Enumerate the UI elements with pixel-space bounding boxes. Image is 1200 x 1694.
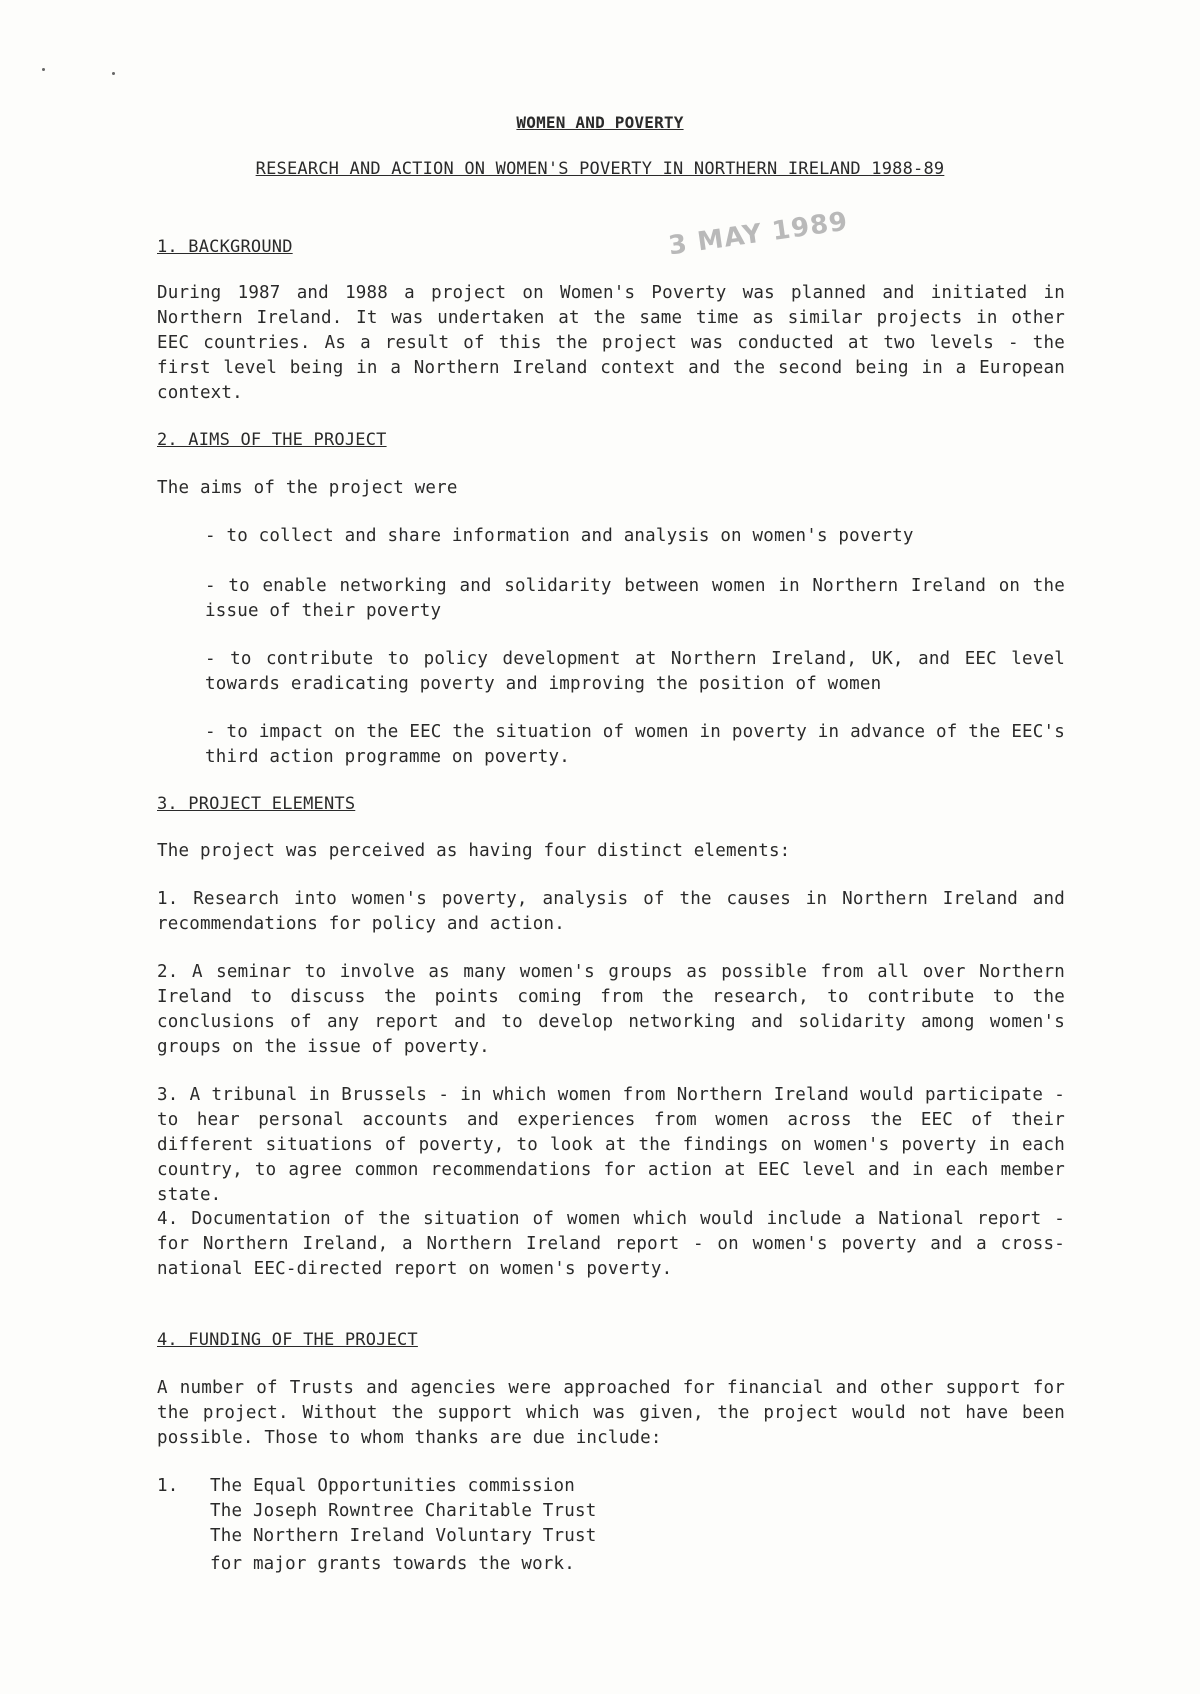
funding-list-line: The Northern Ireland Voluntary Trust <box>210 1526 597 1546</box>
funding-list-line: The Joseph Rowntree Charitable Trust <box>210 1501 597 1521</box>
aims-intro: The aims of the project were <box>157 478 458 498</box>
elements-item: 1. Research into women's poverty, analysis of the causes in Northern Ireland and recommendations for policy and action. <box>157 889 1065 934</box>
funding-paragraph: A number of Trusts and agencies were approached for financial and other support for the project. Without the support which was given, the project would not have been possible. Those to whom thanks are due include: <box>157 1378 1065 1448</box>
aims-item: - to collect and share information and analysis on women's poverty <box>205 526 914 546</box>
funding-list-line: The Equal Opportunities commission <box>210 1476 576 1496</box>
funding-list-line: for major grants towards the work. <box>210 1554 576 1574</box>
funding-list <box>210 1474 597 1577</box>
section-heading-background: 1. BACKGROUND <box>157 237 293 257</box>
section-heading-funding: 4. FUNDING OF THE PROJECT <box>157 1330 418 1350</box>
funding-list-number: 1. <box>157 1476 179 1496</box>
scan-speck <box>112 72 115 75</box>
scan-speck <box>42 68 45 71</box>
document-title: WOMEN AND POVERTY <box>516 113 684 132</box>
document-subtitle: RESEARCH AND ACTION ON WOMEN'S POVERTY IN NORTHERN IRELAND 1988-89 <box>255 159 945 179</box>
section-heading-elements: 3. PROJECT ELEMENTS <box>157 794 356 814</box>
elements-item: 2. A seminar to involve as many women's groups as possible from all over Northern Ireland to discuss the points coming from the research, to contribute to the conclusions of any report and to develop networking and solidarity among women's groups on the issue of poverty. <box>157 962 1065 1057</box>
elements-item: 4. Documentation of the situation of women which would include a National report - for Northern Ireland, a Northern Ireland report - on women's poverty and a cross-national EEC-directed report on women's poverty. <box>157 1209 1065 1279</box>
elements-intro: The project was perceived as having four distinct elements: <box>157 841 791 861</box>
aims-item: - to contribute to policy development at Northern Ireland, UK, and EEC level towards eradicating poverty and improving the position of women <box>205 649 1065 694</box>
date-stamp: 3 MAY 1989 <box>666 206 851 262</box>
elements-item: 3. A tribunal in Brussels - in which women from Northern Ireland would participate - to hear personal accounts and experiences from women across the EEC of their different situations of poverty, to look at the findings on women's poverty in each country, to agree common recommendations for action at EEC level and in each member state. <box>157 1085 1065 1205</box>
background-paragraph: During 1987 and 1988 a project on Women's Poverty was planned and initiated in Northern Ireland. It was undertaken at the same time as similar projects in other EEC countries. As a result of this the project was conducted at two levels - the first level being in a Northern Ireland context and the second being in a European context. <box>157 283 1065 403</box>
section-heading-aims: 2. AIMS OF THE PROJECT <box>157 430 387 450</box>
aims-item: - to enable networking and solidarity between women in Northern Ireland on the issue of their poverty <box>205 576 1065 621</box>
aims-item: - to impact on the EEC the situation of women in poverty in advance of the EEC's third action programme on poverty. <box>205 722 1065 767</box>
